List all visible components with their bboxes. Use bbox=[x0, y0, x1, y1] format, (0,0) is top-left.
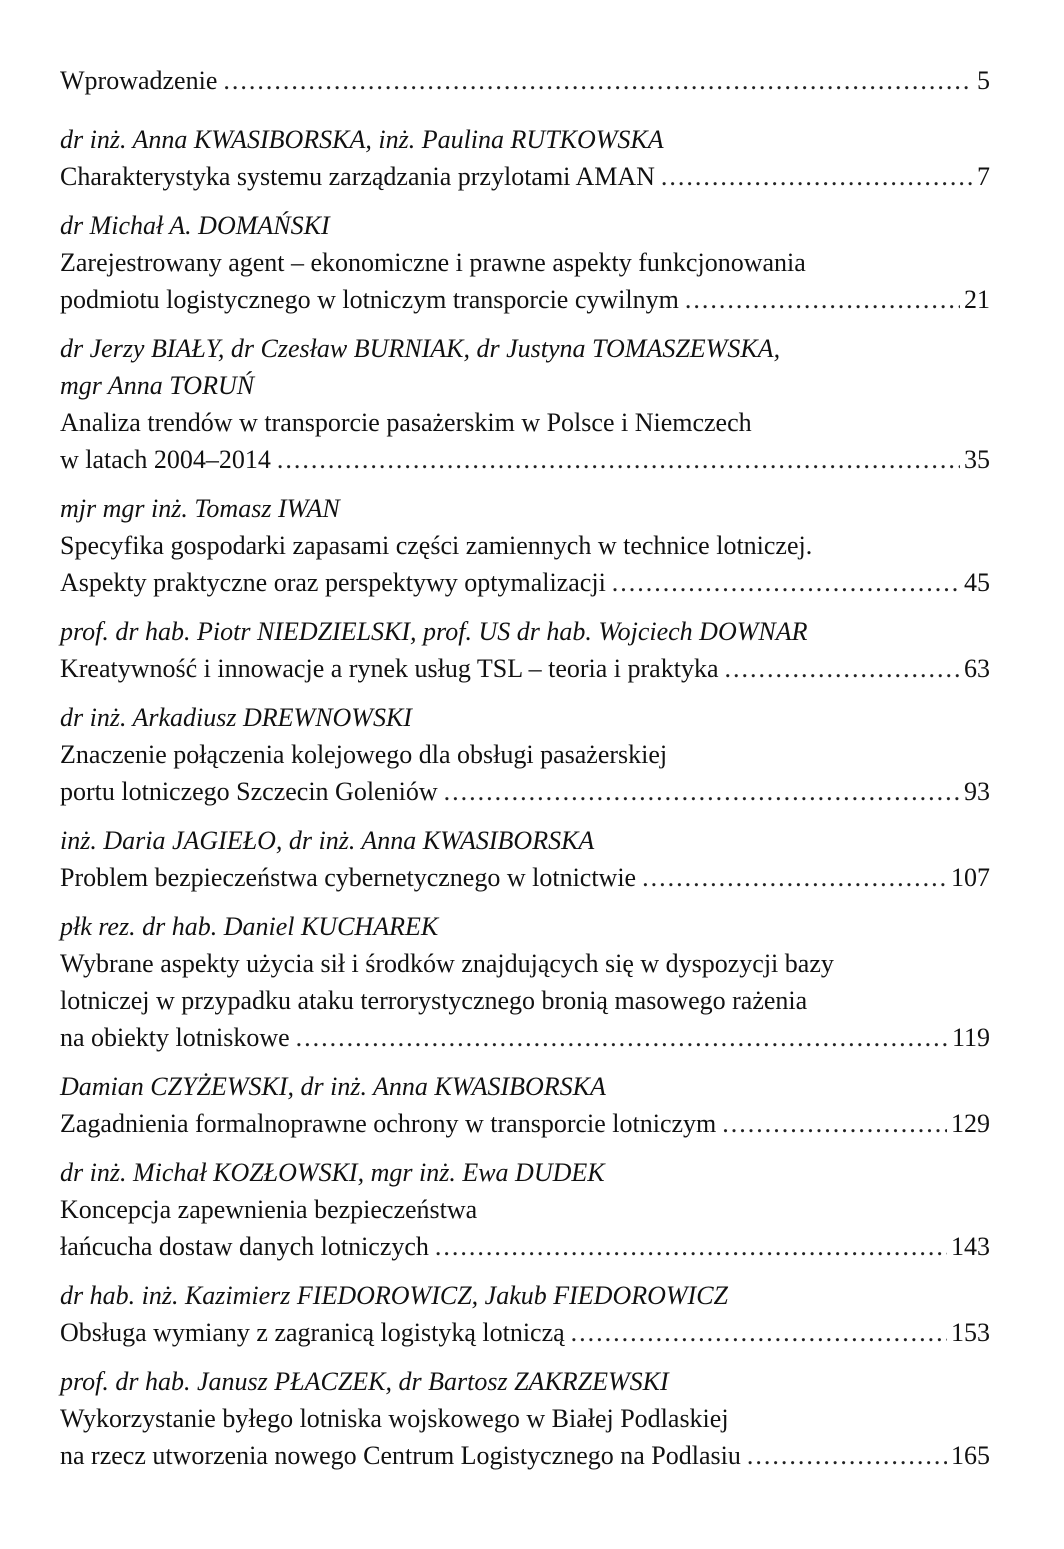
entry-title-line: Specyfika gospodarki zapasami części zamiennych w technice lotniczej. bbox=[60, 531, 813, 560]
toc-entry-intro[interactable] bbox=[60, 62, 990, 99]
toc-entry[interactable] bbox=[60, 330, 990, 478]
entry-title-line: na rzecz utworzenia nowego Centrum Logistycznego na Podlasiu bbox=[60, 1441, 741, 1470]
leader-dots bbox=[724, 650, 960, 687]
entry-title-line: podmiotu logistycznego w lotniczym transporcie cywilnym bbox=[60, 285, 679, 314]
toc-entry[interactable] bbox=[60, 908, 990, 1056]
entry-authors-continued: mgr Anna TORUŃ bbox=[60, 371, 255, 400]
entry-title-line: Aspekty praktyczne oraz perspektywy optymalizacji bbox=[60, 568, 606, 597]
entry-title-line: Analiza trendów w transporcie pasażerskim w Polsce i Niemczech bbox=[60, 408, 752, 437]
toc-entry[interactable] bbox=[60, 1154, 990, 1265]
entry-title-line: w latach 2004–2014 bbox=[60, 445, 271, 474]
entry-title-line: Koncepcja zapewnienia bezpieczeństwa bbox=[60, 1195, 478, 1224]
entry-authors: dr Jerzy BIAŁY, dr Czesław BURNIAK, dr Justyna TOMASZEWSKA, bbox=[60, 334, 781, 363]
entry-title-line: lotniczej w przypadku ataku terrorystycznego bronią masowego rażenia bbox=[60, 986, 808, 1015]
leader-dots bbox=[685, 281, 960, 318]
leader-dots bbox=[444, 773, 960, 810]
toc-entry[interactable] bbox=[60, 1363, 990, 1474]
leader-dots bbox=[661, 158, 973, 195]
leader-dots bbox=[747, 1437, 947, 1474]
toc-entry[interactable] bbox=[60, 613, 990, 687]
entry-title-line: portu lotniczego Szczecin Goleniów bbox=[60, 777, 438, 806]
entry-title-line: Wybrane aspekty użycia sił i środków znajdujących się w dyspozycji bazy bbox=[60, 949, 834, 978]
entry-title-line: Znaczenie połączenia kolejowego dla obsługi pasażerskiej bbox=[60, 740, 668, 769]
entry-authors: dr inż. Michał KOZŁOWSKI, mgr inż. Ewa DUDEK bbox=[60, 1158, 605, 1187]
entry-authors: Damian CZYŻEWSKI, dr inż. Anna KWASIBORSKA bbox=[60, 1072, 606, 1101]
leader-dots bbox=[296, 1019, 948, 1056]
entry-authors: dr hab. inż. Kazimierz FIEDOROWICZ, Jakub FIEDOROWICZ bbox=[60, 1281, 729, 1310]
entry-title-line: Zarejestrowany agent – ekonomiczne i prawne aspekty funkcjonowania bbox=[60, 248, 806, 277]
entry-title-line: Kreatywność i innowacje a rynek usług TSL – teoria i praktyka bbox=[60, 654, 719, 683]
page-number: 93 bbox=[964, 777, 990, 806]
leader-dots bbox=[642, 859, 947, 896]
page-number: 119 bbox=[951, 1023, 990, 1052]
toc-entry[interactable] bbox=[60, 1277, 990, 1351]
entry-authors: dr Michał A. DOMAŃSKI bbox=[60, 211, 330, 240]
page-number: 63 bbox=[964, 654, 990, 683]
toc-entries bbox=[60, 121, 990, 1474]
entry-authors: dr inż. Arkadiusz DREWNOWSKI bbox=[60, 703, 412, 732]
entry-authors: inż. Daria JAGIEŁO, dr inż. Anna KWASIBORSKA bbox=[60, 826, 595, 855]
entry-authors: płk rez. dr hab. Daniel KUCHAREK bbox=[60, 912, 439, 941]
page-number: 5 bbox=[977, 66, 990, 95]
toc-entry[interactable] bbox=[60, 699, 990, 810]
entry-title-line: Charakterystyka systemu zarządzania przylotami AMAN bbox=[60, 162, 655, 191]
toc-title: Wprowadzenie bbox=[60, 66, 218, 95]
leader-dots bbox=[223, 62, 973, 99]
leader-dots bbox=[722, 1105, 947, 1142]
page-number: 165 bbox=[951, 1441, 990, 1470]
toc-entry[interactable] bbox=[60, 490, 990, 601]
leader-dots bbox=[612, 564, 960, 601]
page-number: 45 bbox=[964, 568, 990, 597]
entry-authors: prof. dr hab. Janusz PŁACZEK, dr Bartosz ZAKRZEWSKI bbox=[60, 1367, 669, 1396]
entry-title-line: Wykorzystanie byłego lotniska wojskowego w Białej Podlaskiej bbox=[60, 1404, 729, 1433]
leader-dots bbox=[435, 1228, 947, 1265]
entry-title-line: łańcucha dostaw danych lotniczych bbox=[60, 1232, 429, 1261]
toc-entry[interactable] bbox=[60, 822, 990, 896]
entry-title-line: Zagadnienia formalnoprawne ochrony w transporcie lotniczym bbox=[60, 1109, 717, 1138]
page-number: 129 bbox=[951, 1109, 990, 1138]
page-number: 7 bbox=[977, 162, 990, 191]
leader-dots bbox=[571, 1314, 947, 1351]
entry-title-line: Problem bezpieczeństwa cybernetycznego w lotnictwie bbox=[60, 863, 637, 892]
page-number: 21 bbox=[964, 285, 990, 314]
entry-authors: dr inż. Anna KWASIBORSKA, inż. Paulina RUTKOWSKA bbox=[60, 125, 664, 154]
page-number: 107 bbox=[951, 863, 990, 892]
page-number: 143 bbox=[951, 1232, 990, 1261]
page-number: 35 bbox=[964, 445, 990, 474]
leader-dots bbox=[277, 441, 960, 478]
entry-authors: prof. dr hab. Piotr NIEDZIELSKI, prof. US dr hab. Wojciech DOWNAR bbox=[60, 617, 808, 646]
table-of-contents bbox=[60, 62, 990, 1486]
toc-entry[interactable] bbox=[60, 1068, 990, 1142]
entry-title-line: na obiekty lotniskowe bbox=[60, 1023, 290, 1052]
toc-entry[interactable] bbox=[60, 207, 990, 318]
page-number: 153 bbox=[951, 1318, 990, 1347]
entry-authors: mjr mgr inż. Tomasz IWAN bbox=[60, 494, 340, 523]
toc-entry[interactable] bbox=[60, 121, 990, 195]
entry-title-line: Obsługa wymiany z zagranicą logistyką lotniczą bbox=[60, 1318, 565, 1347]
